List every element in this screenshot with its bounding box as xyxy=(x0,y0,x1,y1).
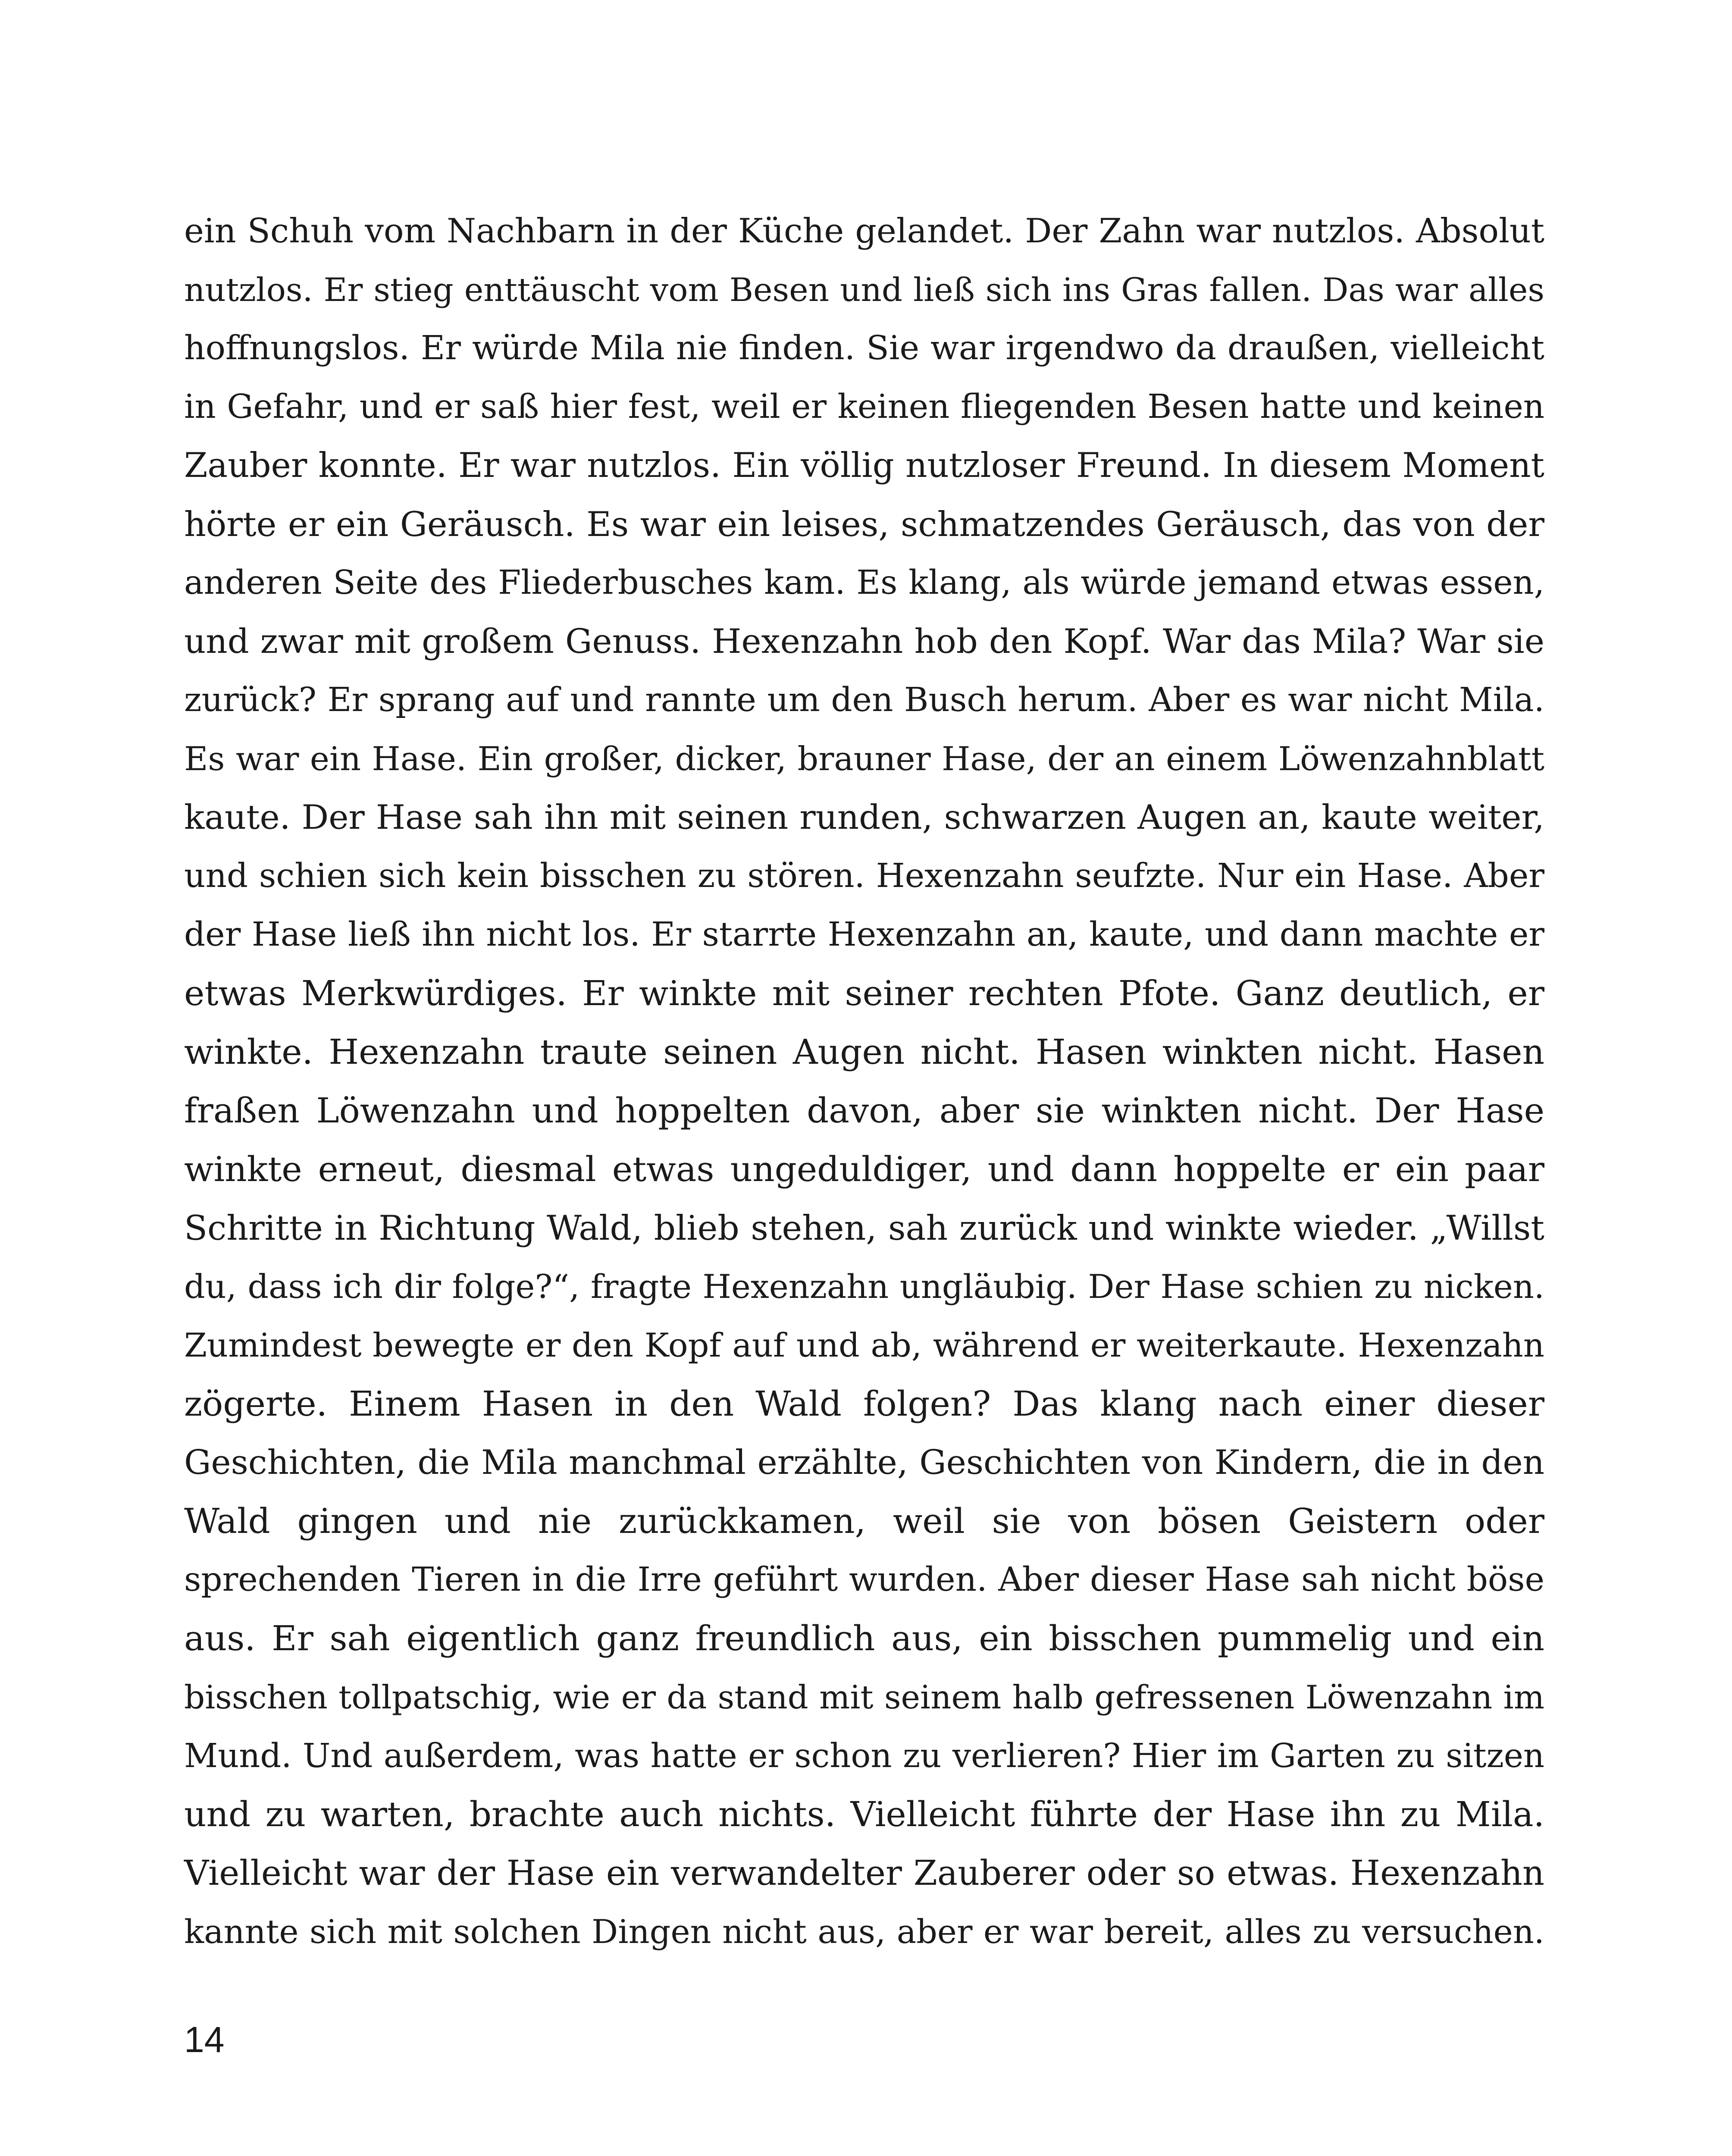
text-line: der Hase ließ ihn nicht los. Er starrte Hexenzahn an, kaute, und dann machte er xyxy=(184,915,1544,954)
text-line: winkte erneut, diesmal etwas ungeduldiger, und dann hoppelte er ein paar xyxy=(184,1149,1544,1189)
text-line: und zwar mit großem Genuss. Hexenzahn hob den Kopf. War das Mila? War sie xyxy=(184,622,1544,661)
text-line: fraßen Löwenzahn und hoppelten davon, aber sie winkten nicht. Der Hase xyxy=(184,1091,1544,1131)
page-number: 14 xyxy=(184,2019,225,2060)
text-line: zögerte. Einem Hasen in den Wald folgen? Das klang nach einer dieser xyxy=(184,1384,1544,1424)
text-line: hoffnungslos. Er würde Mila nie finden. Sie war irgendwo da draußen, vielleicht xyxy=(184,329,1544,367)
text-line: in Gefahr, und er saß hier fest, weil er keinen fliegenden Besen hatte und keinen xyxy=(184,388,1544,426)
text-line: Es war ein Hase. Ein großer, dicker, brauner Hase, der an einem Löwenzahnblatt xyxy=(184,740,1544,778)
text-line: Wald gingen und nie zurückkamen, weil sie von bösen Geistern oder xyxy=(184,1501,1544,1541)
text-line: ein Schuh vom Nachbarn in der Küche gelandet. Der Zahn war nutzlos. Absolut xyxy=(184,212,1544,251)
text-line: bisschen tollpatschig, wie er da stand mit seinem halb gefressenen Löwenzahn im xyxy=(184,1678,1544,1716)
text-line: Mund. Und außerdem, was hatte er schon zu verlieren? Hier im Garten zu sitzen xyxy=(184,1736,1544,1775)
text-line: winkte. Hexenzahn traute seinen Augen nicht. Hasen winkten nicht. Hasen xyxy=(184,1032,1544,1072)
text-line: anderen Seite des Fliederbusches kam. Es klang, als würde jemand etwas essen, xyxy=(184,564,1544,602)
text-line: sprechenden Tieren in die Irre geführt wurden. Aber dieser Hase sah nicht böse xyxy=(184,1561,1544,1599)
text-line: du, dass ich dir folge?“, fragte Hexenzahn ungläubig. Der Hase schien zu nicken. xyxy=(184,1267,1544,1306)
text-line: etwas Merkwürdiges. Er winkte mit seiner rechten Pfote. Ganz deutlich, er xyxy=(184,973,1544,1013)
text-line: kannte sich mit solchen Dingen nicht aus, aber er war bereit, alles zu versuchen. xyxy=(184,1912,1544,1951)
text-line: hörte er ein Geräusch. Es war ein leises, schmatzendes Geräusch, das von der xyxy=(184,505,1544,544)
text-line: und zu warten, brachte auch nichts. Vielleicht führte der Hase ihn zu Mila. xyxy=(184,1794,1544,1834)
text-line: und schien sich kein bisschen zu stören. Hexenzahn seufzte. Nur ein Hase. Aber xyxy=(184,857,1544,895)
text-line: Zauber konnte. Er war nutzlos. Ein völlig nutzloser Freund. In diesem Moment xyxy=(184,446,1544,485)
text-line: zurück? Er sprang auf und rannte um den Busch herum. Aber es war nicht Mila. xyxy=(184,681,1544,719)
text-line: nutzlos. Er stieg enttäuscht vom Besen und ließ sich ins Gras fallen. Das war alles xyxy=(184,271,1544,309)
text-line: aus. Er sah eigentlich ganz freundlich aus, ein bisschen pummelig und ein xyxy=(184,1618,1544,1658)
text-line: Vielleicht war der Hase ein verwandelter Zauberer oder so etwas. Hexenzahn xyxy=(184,1853,1544,1893)
text-line: kaute. Der Hase sah ihn mit seinen runden, schwarzen Augen an, kaute weiter, xyxy=(184,798,1544,837)
text-line: Zumindest bewegte er den Kopf auf und ab, während er weiterkaute. Hexenzahn xyxy=(184,1326,1544,1364)
text-line: Schritte in Richtung Wald, blieb stehen, sah zurück und winkte wieder. „Willst xyxy=(184,1208,1544,1248)
text-line: Geschichten, die Mila manchmal erzählte, Geschichten von Kindern, die in den xyxy=(184,1443,1544,1482)
body-text xyxy=(184,202,1544,1961)
